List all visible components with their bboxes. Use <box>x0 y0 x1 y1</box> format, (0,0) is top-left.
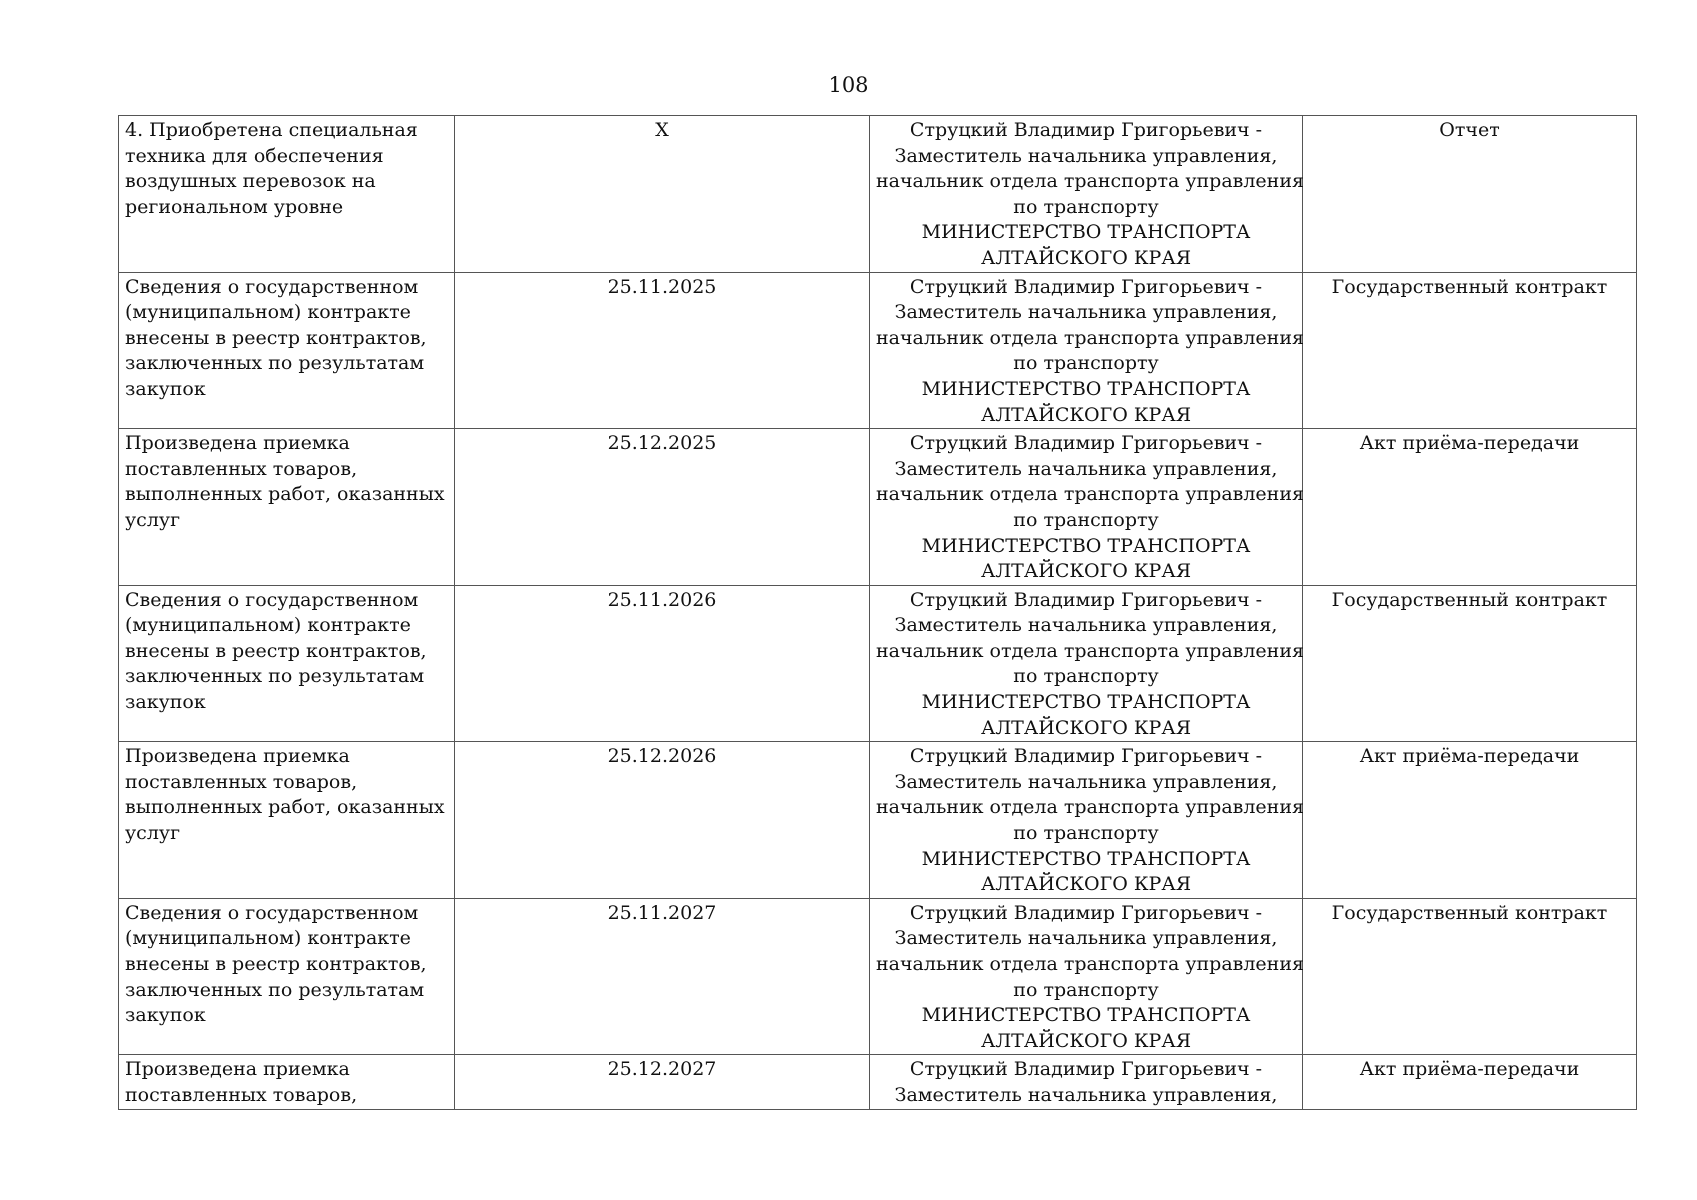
table-row <box>119 585 1637 742</box>
responsible-cell-line: Заместитель начальника управления, <box>894 927 1278 950</box>
table-frame <box>118 115 1636 1106</box>
responsible-cell-line: по транспорту <box>1013 508 1159 531</box>
responsible-cell-line: по транспорту <box>1013 352 1159 375</box>
responsible-cell-line: МИНИСТЕРСТВО ТРАНСПОРТА <box>921 847 1251 870</box>
responsible-cell-line: начальник отдела транспорта управления <box>876 483 1304 506</box>
responsible-cell <box>870 272 1303 429</box>
table-row <box>119 116 1637 273</box>
document-cell: Государственный контракт <box>1303 585 1637 742</box>
responsible-cell-line: по транспорту <box>1013 822 1159 845</box>
event-cell-line: Произведена приемка <box>125 432 350 455</box>
event-cell-line: воздушных перевозок на <box>125 170 376 193</box>
responsible-cell <box>870 585 1303 742</box>
event-cell-line: заключенных по результатам <box>125 352 425 375</box>
event-cell-line: Произведена приемка <box>125 745 350 768</box>
page-number: 108 <box>828 73 869 97</box>
event-cell-line: закупок <box>125 691 206 714</box>
table-row <box>119 429 1637 586</box>
date-cell: 25.12.2027 <box>455 1055 870 1109</box>
responsible-cell-line: Струцкий Владимир Григорьевич - <box>909 745 1263 768</box>
date-cell: 25.11.2026 <box>455 585 870 742</box>
event-cell-line: 4. Приобретена специальная <box>125 119 418 141</box>
responsible-cell-line: Заместитель начальника управления, <box>894 1083 1278 1106</box>
responsible-cell-line: Заместитель начальника управления, <box>894 614 1278 637</box>
responsible-cell-line: по транспорту <box>1013 978 1159 1001</box>
responsible-cell-line: МИНИСТЕРСТВО ТРАНСПОРТА <box>921 1004 1251 1027</box>
responsible-cell-line: начальник отдела транспорта управления <box>876 170 1304 193</box>
responsible-cell-line: начальник отдела транспорта управления <box>876 796 1304 819</box>
event-cell-line: (муниципальном) контракте <box>125 301 411 324</box>
responsible-cell-line: Струцкий Владимир Григорьевич - <box>909 432 1263 455</box>
table-row <box>119 272 1637 429</box>
responsible-cell <box>870 898 1303 1055</box>
responsible-cell-line: начальник отдела транспорта управления <box>876 639 1304 662</box>
event-cell-line: региональном уровне <box>125 195 344 218</box>
responsible-cell-line: АЛТАЙСКОГО КРАЯ <box>980 246 1192 269</box>
responsible-cell-line: АЛТАЙСКОГО КРАЯ <box>980 716 1192 739</box>
event-cell-line: Сведения о государственном <box>125 275 419 298</box>
responsible-cell-line: МИНИСТЕРСТВО ТРАНСПОРТА <box>921 377 1251 400</box>
responsible-cell-line: начальник отдела транспорта управления <box>876 953 1304 975</box>
document-cell: Отчет <box>1303 116 1637 273</box>
event-cell-line: (муниципальном) контракте <box>125 614 411 637</box>
responsible-cell-line: Заместитель начальника управления, <box>894 144 1278 167</box>
responsible-cell-line: МИНИСТЕРСТВО ТРАНСПОРТА <box>921 534 1251 557</box>
event-cell-line: внесены в реестр контрактов, <box>125 639 427 662</box>
event-cell-line: закупок <box>125 377 206 400</box>
event-cell-line: техника для обеспечения <box>125 144 384 167</box>
document-cell: Государственный контракт <box>1303 898 1637 1055</box>
responsible-cell-line: Струцкий Владимир Григорьевич - <box>909 588 1263 611</box>
event-cell-line: поставленных товаров, <box>125 1083 358 1106</box>
responsible-cell-line: Струцкий Владимир Григорьевич - <box>909 901 1263 924</box>
date-cell: 25.11.2025 <box>455 272 870 429</box>
event-cell <box>119 272 455 429</box>
responsible-cell-line: Заместитель начальника управления, <box>894 457 1278 480</box>
date-cell: X <box>455 116 870 273</box>
responsible-cell-line: Струцкий Владимир Григорьевич - <box>909 275 1263 298</box>
event-cell-line: Сведения о государственном <box>125 901 419 924</box>
event-cell-line: Сведения о государственном <box>125 588 419 611</box>
responsible-cell-line: Струцкий Владимир Григорьевич - <box>909 1058 1263 1081</box>
responsible-cell-line: по транспорту <box>1013 665 1159 688</box>
event-cell-line: поставленных товаров, <box>125 770 358 793</box>
event-cell-line: внесены в реестр контрактов, <box>125 953 427 975</box>
responsible-cell-line: МИНИСТЕРСТВО ТРАНСПОРТА <box>921 691 1251 714</box>
date-cell: 25.12.2026 <box>455 742 870 899</box>
event-cell-line: Произведена приемка <box>125 1058 350 1081</box>
responsible-cell-line: Заместитель начальника управления, <box>894 301 1278 324</box>
event-cell <box>119 898 455 1055</box>
responsible-cell <box>870 1055 1303 1109</box>
table-row <box>119 898 1637 1055</box>
event-cell-line: закупок <box>125 1004 206 1027</box>
document-cell: Акт приёма-передачи <box>1303 742 1637 899</box>
activity-table <box>118 115 1637 1110</box>
document-cell: Государственный контракт <box>1303 272 1637 429</box>
responsible-cell-line: по транспорту <box>1013 195 1159 218</box>
event-cell <box>119 1055 455 1109</box>
responsible-cell-line: АЛТАЙСКОГО КРАЯ <box>980 1029 1192 1052</box>
document-cell: Акт приёма-передачи <box>1303 1055 1637 1109</box>
responsible-cell-line: начальник отдела транспорта управления <box>876 326 1304 349</box>
event-cell-line: заключенных по результатам <box>125 978 425 1001</box>
table-row <box>119 742 1637 899</box>
event-cell-line: заключенных по результатам <box>125 665 425 688</box>
event-cell-line: выполненных работ, оказанных <box>125 483 445 506</box>
responsible-cell-line: АЛТАЙСКОГО КРАЯ <box>980 403 1192 426</box>
responsible-cell <box>870 742 1303 899</box>
responsible-cell <box>870 429 1303 586</box>
activity-table-body <box>119 116 1637 1110</box>
date-cell: 25.12.2025 <box>455 429 870 586</box>
date-cell: 25.11.2027 <box>455 898 870 1055</box>
responsible-cell-line: МИНИСТЕРСТВО ТРАНСПОРТА <box>921 221 1251 244</box>
responsible-cell-line: Заместитель начальника управления, <box>894 770 1278 793</box>
event-cell-line: поставленных товаров, <box>125 457 358 480</box>
responsible-cell-line: АЛТАЙСКОГО КРАЯ <box>980 560 1192 583</box>
event-cell-line: услуг <box>125 508 181 531</box>
event-cell-line: выполненных работ, оказанных <box>125 796 445 819</box>
responsible-cell <box>870 116 1303 273</box>
table-row <box>119 1055 1637 1109</box>
responsible-cell-line: Струцкий Владимир Григорьевич - <box>909 119 1263 141</box>
event-cell-line: услуг <box>125 822 181 845</box>
responsible-cell-line: АЛТАЙСКОГО КРАЯ <box>980 873 1192 896</box>
event-cell-line: внесены в реестр контрактов, <box>125 326 427 349</box>
event-cell-line: (муниципальном) контракте <box>125 927 411 950</box>
event-cell <box>119 429 455 586</box>
event-cell <box>119 116 455 273</box>
event-cell <box>119 742 455 899</box>
document-cell: Акт приёма-передачи <box>1303 429 1637 586</box>
event-cell <box>119 585 455 742</box>
